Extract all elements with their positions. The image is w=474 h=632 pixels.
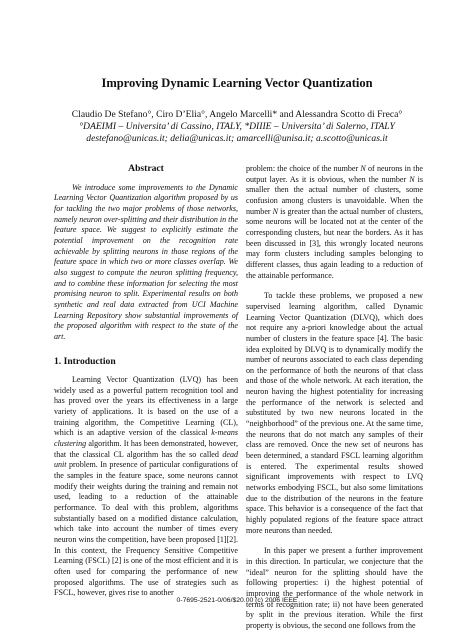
intro-text-b: algorithm. It has been demonstrated, however, that the classical CL algorithm has the so called [54,439,238,459]
right-paragraph-2: To tackle these problems, we proposed a new supervised learning algorithm, called Dynamic Learning Vector Quantization (DLVQ), which does not require any a-priori knowledge about the actual number of clusters in the feature space [4]. The basic idea exploited by DLVQ is to dynamically modify the number of neurons associated to each class depending on the performance of both the neurons of that class and those of the whole network. At each iteration, the neuron having the highest potentiality for increasing the performance of the network is selected and substituted by two new neurons located in the “neighborhood” of the previous one. At the same time, the neurons that do not match any samples of their class are removed. Once the new set of neurons has been determined, a standard FSCL learning algorithm is entered. The experimental results showed significant improvements with respect to LVQ networks embodying FSCL, but also some limitations due to the distribution of the neurons in the feature space. This behavior is a consequence of the fact that highly populated regions of the feature space attract more neurons than needed. [246,291,423,535]
intro-paragraph [54,375,238,599]
intro-em-kmeans: k-means clustering [54,428,238,449]
author-block [0,109,474,145]
affiliation-line: °DAEIMI – Universita’ di Cassino, ITALY, *DIIIE – Universita’ di Salerno, ITALY [79,121,395,132]
right-text-b: of neurons in the output layer. As it is obvious, when the number [246,164,423,184]
authors-line: Claudio De Stefano°, Ciro D’Elia°, Angelo Marcelli* and Alessandra Scotto di Freca° [71,109,403,120]
right-column [246,164,423,632]
paper-title: Improving Dynamic Learning Vector Quantization [101,76,373,90]
right-em-n1: N [360,164,366,173]
emails-line: destefano@unicas.it; delia@unicas.it; amarcelli@unisa.it; a.scotto@unicas.it [86,133,388,144]
intro-em-deadunit: dead unit [54,449,238,470]
intro-body [54,375,238,599]
intro-text-a: Learning Vector Quantization (LVQ) has been widely used as a powerful pattern recognition tool and has proved over the years its effectiveness in a large variety of applications. It is based on the use of a training algorithm, the Competitive Learning (CL), which is an adaptive version of the classical [54,375,238,438]
intro-heading: 1. Introduction [54,355,116,367]
right-text-c: is smaller then the actual number of clusters, some confusion among clusters is unavoidable. When the number [246,174,423,216]
abstract-body [54,183,238,343]
intro-text-c: problem. In presence of particular configurations of the samples in the feature space, some neurons cannot modify their weights during the training and remain not used, leading to a reduction of the attainable performance. To deal with this problem, algorithms substantially based on a modified distance calculation, which take into account the number of times every neuron wins the competition, have been proposed [1][2]. In this context, the Frequency Sensitive Competitive Learning (FSCL) [2] is one of the most efficient and it is often used for comparing the performance of new proposed algorithms. The use of strategies such as FSCL, however, gives rise to another [54,460,238,598]
abstract-heading: Abstract [128,163,164,174]
right-paragraph-3: In this paper we present a further improvement in this direction. In particular, we conjecture that the “ideal” neuron for the splitting should have the following properties: i) the highest potential of improving the performance of the whole network in terms of recognition rate; ii) not have been generated by split in the previous iteration. While the first property is obvious, the second one follows from the [246,546,423,630]
abstract-text: We introduce some improvements to the Dynamic Learning Vector Quantization algorithm proposed by us for tackling the two major problems of those networks, namely neuron over-splitting and their distribution in the feature space. We suggest to explicitly estimate the potential improvement on the recognition rate achievable by splitting neurons in those regions of the feature space in which two or more classes overlap. We also suggest to compute the neuron splitting frequency, and to combine these information for selecting the most promising neuron to split. Experimental results on both synthetic and real data extracted from UCI Machine Learning Repository show substantial improvements of the proposed algorithm with respect to the state of the art. [54,182,238,341]
right-paragraph-1 [246,164,423,281]
right-em-n3: N [272,206,279,216]
right-text-a: problem: the choice of the number [246,164,361,173]
right-em-n2: N [409,174,415,184]
page-footer: 0-7695-2521-0/06/$20.00 (c) 2006 IEEE [176,597,298,604]
left-column [54,164,238,599]
right-text-d: is greater than the actual number of clusters, some neurons will be located not at the center of the corresponding clusters, but near the borders. As it has been discussed in [3], this wrongly located neurons may form clusters including samples belonging to different classes, thus again leading to a reduction of the attainable performance. [246,206,423,280]
right-body [246,164,423,632]
